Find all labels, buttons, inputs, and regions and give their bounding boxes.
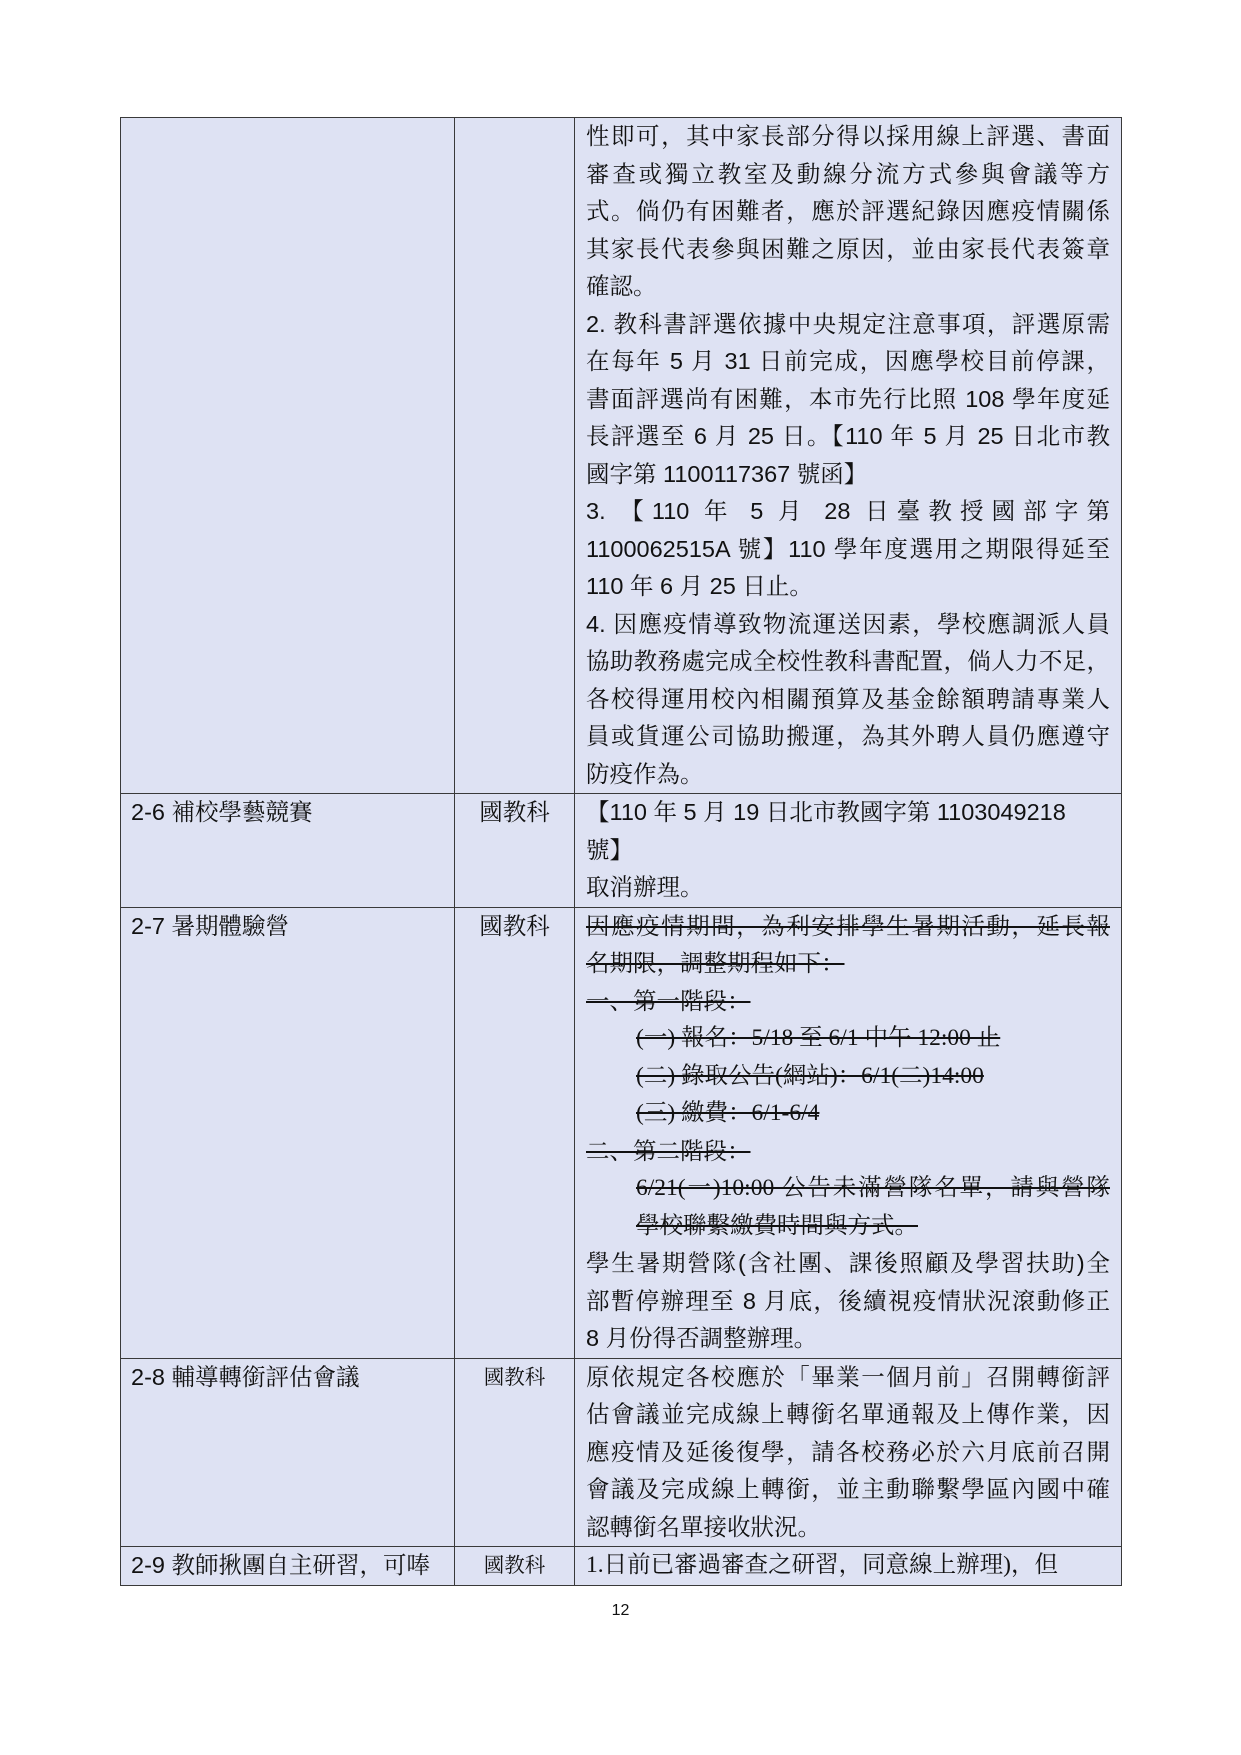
item-label: 2-8 輔導轉銜評估會議 — [131, 1363, 360, 1390]
item-label: 2-9 教師揪團自主研習，可唪 — [131, 1552, 430, 1578]
content-table — [120, 117, 1122, 1586]
content-line: 式。倘仍有困難者，應於評選紀錄因應疫情關係 — [586, 198, 1110, 224]
content-line: 110 年 6 月 25 日止。 — [586, 573, 813, 599]
content-line: 1100062515A 號】110 學年度選用之期限得延至 — [586, 535, 1110, 562]
struck-line: 6/21(一)10:00 公告未滿營隊名單，請與營隊 — [636, 1175, 1110, 1201]
content-line: 應疫情及延後復學，請各校務必於六月底前召開 — [586, 1438, 1110, 1465]
struck-line: 一、第一階段： — [586, 987, 751, 1014]
content-line: 號】 — [586, 836, 633, 863]
content-paragraph — [586, 118, 1110, 306]
struck-paragraph — [586, 908, 1110, 983]
content-line: 其家長代表參與困難之原因，並由家長代表簽章 — [586, 235, 1110, 262]
content-line: 性即可，其中家長部分得以採用線上評選、書面 — [586, 123, 1110, 149]
unit-label: 國教科 — [479, 912, 550, 939]
content-paragraph — [586, 606, 1110, 794]
unit-cell — [455, 907, 575, 1358]
content-line: 國字第 1100117367 號函】 — [586, 460, 868, 487]
struck-line: (三) 繳費：6/1-6/4 — [636, 1100, 820, 1126]
table-row — [121, 1547, 1122, 1586]
item-cell — [121, 1547, 455, 1586]
content-line: 認轉銜名單接收狀況。 — [586, 1513, 821, 1540]
item-label: 2-6 補校學藝競賽 — [131, 799, 313, 825]
item-cell — [121, 907, 455, 1358]
unit-cell — [455, 118, 575, 794]
content-line: 4. 因應疫情導致物流運送因素，學校應調派人員 — [586, 610, 1110, 637]
content-line: 防疫作為。 — [586, 760, 704, 787]
content-cell — [575, 1547, 1122, 1586]
content-line: 學生暑期營隊(含社團、課後照顧及學習扶助)全 — [586, 1250, 1110, 1276]
struck-line: 學校聯繫繳費時間與方式。 — [636, 1212, 918, 1239]
table-row — [121, 118, 1122, 794]
struck-paragraph — [586, 1170, 1110, 1245]
table-row — [121, 907, 1122, 1358]
unit-label: 國教科 — [483, 1365, 546, 1389]
content-line: 2. 教科書評選依據中央規定注意事項，評選原需 — [586, 310, 1110, 337]
content-paragraph — [586, 493, 1110, 606]
unit-cell — [455, 1547, 575, 1586]
content-line: 1.日前已審過審查之研習，同意線上辦理)，但 — [586, 1552, 1058, 1578]
struck-line: 名期限，調整期程如下： — [586, 950, 845, 976]
table-row — [121, 794, 1122, 908]
item-cell — [121, 118, 455, 794]
content-cell — [575, 907, 1122, 1358]
content-paragraph — [586, 794, 1110, 869]
struck-line: 因應疫情期間，為利安排學生暑期活動，延長報 — [586, 912, 1110, 939]
content-line: 員或貨運公司協助搬運，為其外聘人員仍應遵守 — [586, 723, 1110, 749]
item-cell — [121, 794, 455, 908]
struck-line: (一) 報名：5/18 至 6/1 中午 12:00 止 — [636, 1025, 1001, 1051]
page-number: 12 — [611, 1602, 630, 1619]
content-cell — [575, 1358, 1122, 1547]
item-cell — [121, 1358, 455, 1547]
content-line: 書面評選尚有困難，本市先行比照 108 學年度延 — [586, 385, 1110, 412]
content-line: 【110 年 5 月 19 日北市教國字第 1103049218 — [586, 799, 1066, 825]
struck-line: (二) 錄取公告(網站)：6/1(二)14:00 — [636, 1062, 984, 1089]
content-cell — [575, 794, 1122, 908]
content-line: 會議及完成線上轉銜，並主動聯繫學區內國中確 — [586, 1476, 1110, 1502]
table-row — [121, 1358, 1122, 1547]
content-line: 取消辦理。 — [586, 874, 704, 900]
content-line: 在每年 5 月 31 日前完成，因應學校目前停課， — [586, 348, 1110, 374]
unit-cell — [455, 1358, 575, 1547]
unit-cell — [455, 794, 575, 908]
content-line: 長評選至 6 月 25 日。【110 年 5 月 25 日北市教 — [586, 423, 1110, 449]
content-line: 協助教務處完成全校性教科書配置，倘人力不足， — [586, 648, 1110, 674]
content-line: 各校得運用校內相關預算及基金餘額聘請專業人 — [586, 685, 1110, 712]
struck-line: 二、第二階段： — [586, 1137, 751, 1164]
item-label: 2-7 暑期體驗營 — [131, 912, 289, 939]
unit-label: 國教科 — [483, 1554, 546, 1577]
unit-label: 國教科 — [479, 799, 550, 825]
content-line: 部暫停辦理至 8 月底，後續視疫情狀況滾動修正 — [586, 1287, 1110, 1314]
content-line: 估會議並完成線上轉銜名單通報及上傳作業，因 — [586, 1401, 1110, 1427]
content-line: 原依規定各校應於「畢業一個月前」召開轉銜評 — [586, 1363, 1110, 1390]
content-line: 3. 【110 年 5 月 28 日臺教授國部字第 — [586, 498, 1110, 524]
content-line: 確認。 — [586, 273, 657, 299]
content-line: 8 月份得否調整辦理。 — [586, 1325, 818, 1351]
content-cell — [575, 118, 1122, 794]
content-line: 審查或獨立教室及動線分流方式參與會議等方 — [586, 160, 1110, 187]
content-paragraph — [586, 306, 1110, 494]
content-paragraph — [586, 1245, 1110, 1358]
content-paragraph — [586, 1359, 1110, 1547]
